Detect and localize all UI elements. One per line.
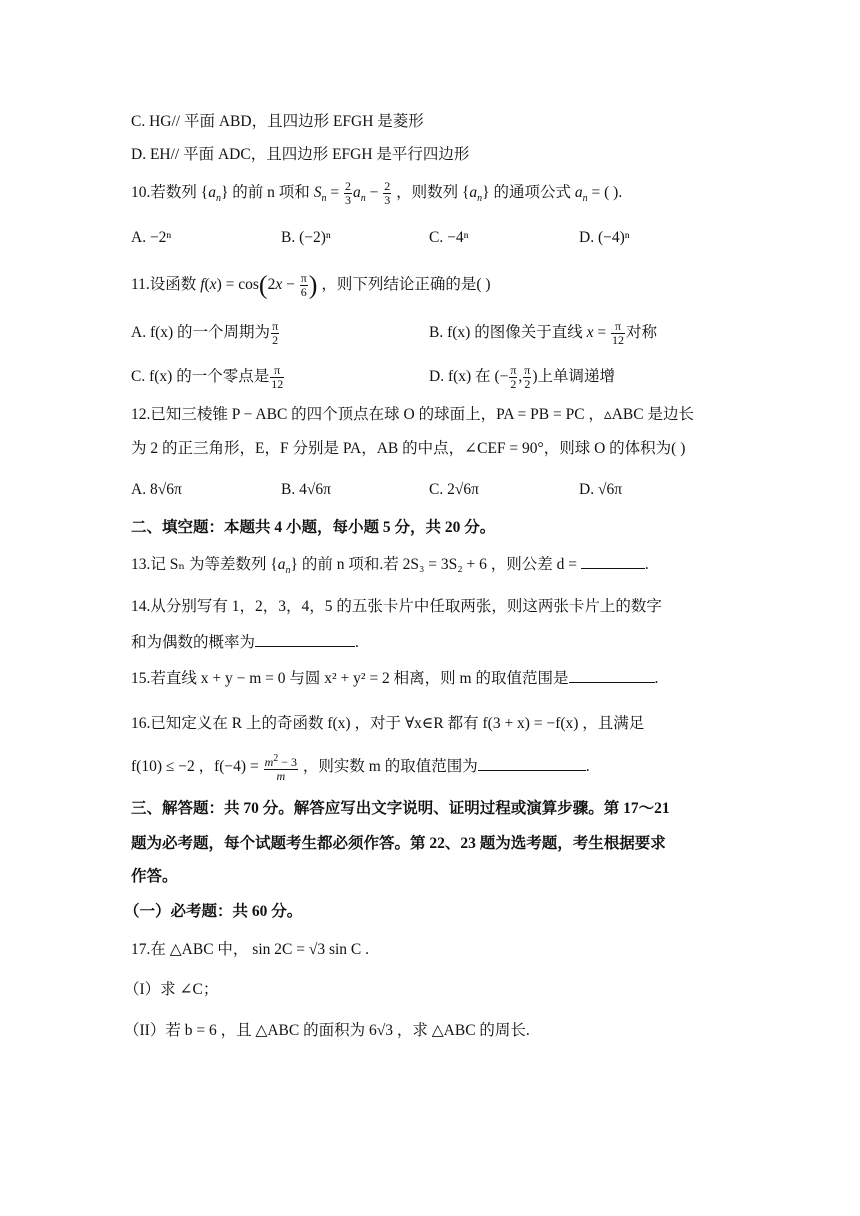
an-symbol: $a_n$ [574, 184, 588, 205]
option-c-line: C. HG// 平面 ABD，且四边形 EFGH 是菱形 [131, 113, 424, 130]
sum-formula: $S_n$ = $\frac{2}{3}$ $a_n$ − $\frac{2}{3}$ [313, 179, 391, 207]
question-14-line2: 和为偶数的概率为 . [131, 634, 359, 651]
q12-option-c: C. 2√6π [429, 481, 479, 498]
blank-14 [255, 632, 355, 647]
q10-option-b: B. (−2)ⁿ [281, 229, 331, 246]
q10-option-d: D. (−4)ⁿ [579, 229, 630, 246]
q11-option-b: B. f(x) 的图像关于直线 x = $\frac{\pi}{12}$ 对称 [429, 319, 657, 347]
question-17-stem: 17.在 △ABC 中， sin 2C = √3 sin C . [131, 941, 370, 958]
seq-set-3: $\{a_n\}$ [270, 556, 298, 577]
q11-text-b: ，则下列结论正确的是( ) [321, 276, 491, 294]
subsection-1: （一）必考题：共 60 分。 [124, 903, 303, 920]
question-15: 15.若直线 x + y − m = 0 与圆 x² + y² = 2 相离，则 m 的取值范围是 . [131, 670, 659, 687]
section-3-line1: 三、解答题：共 70 分。解答应写出文字说明、证明过程或演算步骤。第 17～21 [131, 800, 670, 817]
function-def: f(x) = cos(2x − $\frac{\pi}{6}$ ) [200, 270, 318, 300]
question-16-line2: f(10) ≤ −2 ，f(−4) = $\frac{m^2 - 3}{m}$ ，则实数 m 的取值范围为 . [131, 753, 590, 783]
question-13: 13.记 Sₙ 为等差数列 $\{a_n\}$ 的前 n 项和.若 2S₃ = 3S₂ + 6 ，则公差 d = . [131, 556, 649, 577]
question-12-line1: 12.已知三棱锥 P − ABC 的四个顶点在球 O 的球面上，PA = PB = PC ，▵ABC 是边长 [131, 406, 694, 423]
q11-option-c: C. f(x) 的一个零点是 $\frac{\pi}{12}$ [131, 363, 284, 391]
q12-option-a: A. 8√6π [131, 481, 182, 498]
q10-option-c: C. −4ⁿ [429, 229, 469, 246]
q10-text-b: 的前 n 项和 [232, 184, 310, 202]
q12-option-b: B. 4√6π [281, 481, 331, 498]
seq-set-2: $\{a_n\}$ [461, 184, 490, 205]
section-2-heading: 二、填空题：本题共 4 小题，每小题 5 分，共 20 分。 [131, 519, 496, 536]
section-3-line2: 题为必考题，每个试题考生都必须作答。第 22、23 题为选考题，考生根据要求 [131, 835, 666, 852]
option-d-line: D. EH// 平面 ADC，且四边形 EFGH 是平行四边形 [131, 146, 470, 163]
q12-option-d: D. √6π [579, 481, 623, 498]
seq-set: $\{a_n\}$ [200, 184, 229, 205]
question-17-part2: （II）若 b = 6 ，且 △ABC 的面积为 6√3 ，求 △ABC 的周长. [124, 1022, 530, 1039]
q11-option-d: D. f(x) 在 (− $\frac{\pi}{2}$ , $\frac{\pi}{2}$ )上单调递增 [429, 363, 616, 391]
blank-13 [581, 554, 645, 569]
blank-16 [478, 756, 586, 771]
q10-text-d: 的通项公式 [493, 184, 571, 202]
question-14-line1: 14.从分别写有 1，2，3，4，5 的五张卡片中任取两张，则这两张卡片上的数字 [131, 598, 662, 615]
section-3-line3: 作答。 [131, 868, 178, 885]
question-17-part1: （I）求 ∠C； [124, 981, 219, 998]
q10-text-e: = ( ). [591, 184, 623, 202]
q11-option-a: A. f(x) 的一个周期为 $\frac{\pi}{2}$ [131, 319, 279, 347]
question-11 [131, 272, 491, 299]
question-16-line1: 16.已知定义在 R 上的奇函数 f(x) ，对于 ∀x∈R 都有 f(3 + x) = −f(x) ，且满足 [131, 715, 645, 732]
q10-text-c: ，则数列 [396, 184, 459, 202]
question-12-line2: 为 2 的正三角形，E，F 分别是 PA，AB 的中点，∠CEF = 90°，则球 O 的体积为( ) [131, 440, 686, 457]
q11-text-a: 11.设函数 [131, 276, 197, 294]
q10-option-a: A. −2ⁿ [131, 229, 172, 246]
blank-15 [569, 668, 655, 683]
question-10 [131, 180, 622, 210]
q10-text-a: 10.若数列 [131, 184, 197, 202]
